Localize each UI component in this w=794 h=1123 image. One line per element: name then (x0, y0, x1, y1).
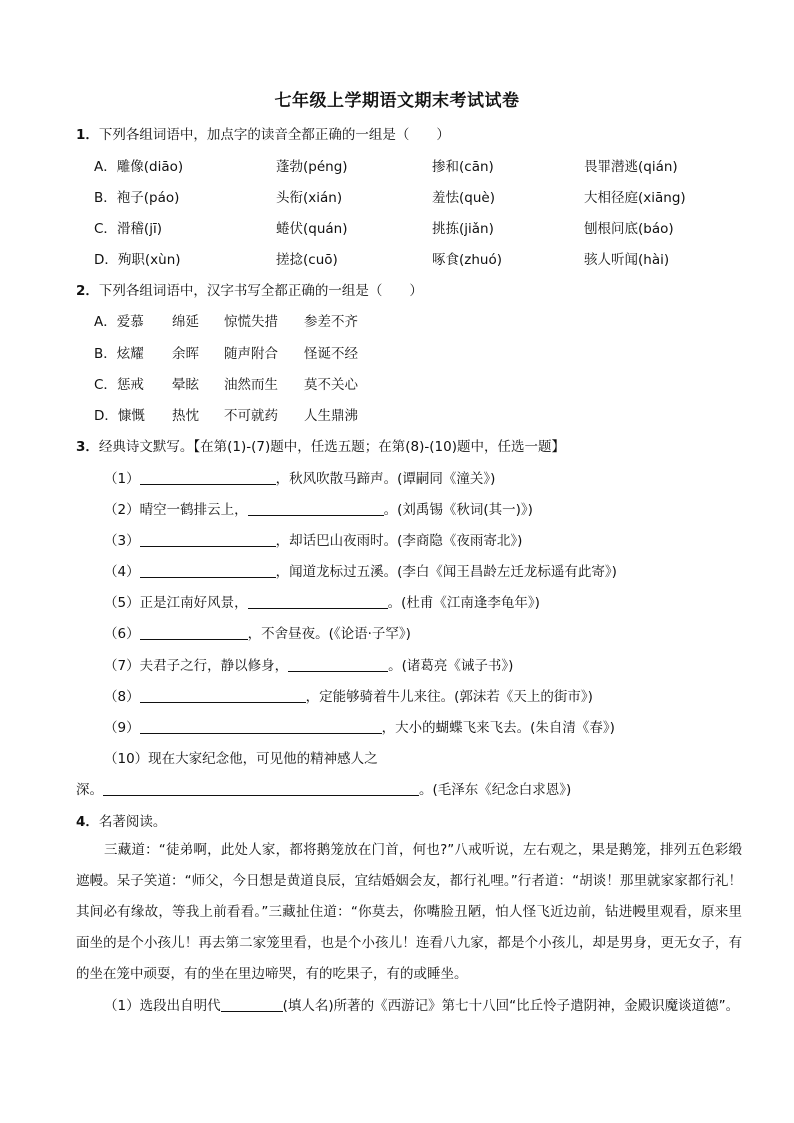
option-word: 爱慕 (116, 314, 144, 330)
option-word: 骇人听闻(hài) (584, 252, 670, 268)
answer-blank[interactable] (140, 562, 276, 578)
poem-item-9: （9） ，大小的蝴蝶飞来飞去。(朱自清《春》) (104, 720, 615, 736)
option-word: 随声附合 (224, 346, 278, 362)
option-word: 蓬勃(péng) (276, 159, 348, 175)
option-word: 参差不齐 (304, 314, 358, 330)
q2-option-c (94, 373, 714, 393)
question-number: 3． (76, 439, 99, 455)
option-word: 大相径庭(xiāng) (584, 190, 686, 206)
passage-text: 三藏道：“徒弟啊，此处人家，都将鹅笼放在门首，何也?”八戒听说，左右观之，果是鹅笼，排列五色彩缎遮幔。呆子笑道：“师父，今日想是黄道良辰，宜结婚姻会友，都行礼哩。”行者道：“胡谈！那里就家家都行礼！其间必有缘故，等我上前看看。”三藏扯住道：“你莫去，你嘴脸丑陋，怕人怪飞近边前，钻进幔里观看，原来里面坐的是个小孩儿！再去第二家笼里看，也是个小孩儿！连看八九家，都是个小孩儿，却是男身，更无女子，有的坐在笼中顽耍，有的坐在里边啼哭，有的吃果子，有的或睡坐。 (76, 842, 742, 982)
exam-title: 七年级上学期语文期末考试试卷 (274, 91, 520, 111)
answer-blank[interactable] (140, 624, 248, 640)
q2-option-d (94, 404, 714, 424)
question-2 (76, 279, 423, 299)
option-word: 热忱 (172, 408, 199, 424)
question-stem: 下列各组词语中，汉字书写全都正确的一组是（ ） (98, 283, 423, 299)
question-4 (76, 810, 166, 830)
option-word: 滑稽(jī) (116, 221, 162, 237)
option-word: 炫耀 (116, 346, 144, 362)
option-word: 惊慌失措 (224, 314, 278, 330)
question-number: 1． (76, 127, 99, 143)
poem-item-10: （10）现在大家纪念他，可见他的精神感人之 (104, 751, 378, 767)
option-word: 羞怯(què) (432, 190, 495, 206)
poem-item-5: （5）正是江南好风景， 。(杜甫《江南逢李龟年》) (104, 595, 540, 611)
q1-option-b (94, 186, 714, 206)
option-word: 雕像(diāo) (116, 159, 184, 175)
poem-item-3: （3） ，却话巴山夜雨时。(李商隐《夜雨寄北》) (104, 533, 523, 549)
poem-item-4: （4） ，闻道龙标过五溪。(李白《闻王昌龄左迁龙标遥有此寄》) (104, 564, 617, 580)
question-1 (76, 123, 450, 143)
option-label: A． (94, 159, 117, 175)
question-number: 4． (76, 814, 99, 830)
question-stem: 下列各组词语中，加点字的读音全都正确的一组是（ ） (98, 127, 450, 143)
answer-blank[interactable] (221, 996, 283, 1012)
option-word: 畏罪潜逃(qián) (584, 159, 678, 175)
option-word: 掺和(cān) (432, 159, 494, 175)
q1-option-a (94, 155, 714, 175)
poem-item-6: （6） ，不舍昼夜。(《论语·子罕》) (104, 626, 411, 642)
option-word: 人生鼎沸 (304, 408, 358, 424)
option-word: 头衔(xián) (276, 190, 343, 206)
option-word: 绵延 (172, 314, 199, 330)
option-word: 怪诞不经 (304, 346, 358, 362)
answer-blank[interactable] (103, 780, 419, 796)
q2-option-a (94, 310, 714, 330)
poem-item-2: （2）晴空一鹤排云上， 。(刘禹锡《秋词(其一)》) (104, 502, 533, 518)
answer-blank[interactable] (248, 593, 388, 609)
option-label: D． (94, 408, 118, 424)
option-label: D． (94, 252, 118, 268)
option-word: 啄食(zhuó) (432, 252, 502, 268)
reading-passage (76, 835, 742, 990)
option-word: 晕眩 (172, 377, 199, 393)
answer-blank[interactable] (248, 500, 384, 516)
option-label: B． (94, 190, 117, 206)
option-word: 蜷伏(quán) (276, 221, 348, 237)
answer-blank[interactable] (140, 718, 382, 734)
poem-item-1: （1） ，秋风吹散马蹄声。(谭嗣同《潼关》) (104, 471, 496, 487)
option-word: 殉职(xùn) (117, 252, 181, 268)
q1-option-c (94, 217, 714, 237)
option-label: B． (94, 346, 117, 362)
q1-option-d (94, 248, 714, 268)
answer-blank[interactable] (140, 531, 276, 547)
option-word: 刨根问底(báo) (584, 221, 674, 237)
answer-blank[interactable] (140, 469, 276, 485)
option-word: 莫不关心 (304, 377, 358, 393)
option-label: C． (94, 377, 117, 393)
question-stem: 名著阅读。 (98, 814, 167, 830)
q2-option-b (94, 342, 714, 362)
option-word: 挑拣(jiǎn) (432, 221, 494, 237)
question-stem: 经典诗文默写。【在第(1)-(7)题中，任选五题；在第(8)-(10)题中，任选一题】 (98, 439, 565, 455)
option-word: 袍子(páo) (116, 190, 180, 206)
option-label: A． (94, 314, 117, 330)
option-word: 惩戒 (116, 377, 144, 393)
question-3 (76, 435, 565, 455)
option-word: 油然而生 (224, 377, 278, 393)
q4-subquestion-1: （1）选段出自明代 (填人名)所著的《西游记》第七十八回“比丘怜子遣阴神，金殿识魔谈道德”。 (104, 998, 740, 1014)
answer-blank[interactable] (288, 656, 388, 672)
option-label: C． (94, 221, 117, 237)
poem-item-8: （8） ，定能够骑着牛儿来往。(郭沫若《天上的街市》) (104, 689, 593, 705)
question-number: 2． (76, 283, 99, 299)
option-word: 余晖 (172, 346, 199, 362)
poem-item-7: （7）夫君子之行，静以修身， 。(诸葛亮《诫子书》) (104, 658, 514, 674)
poem-item-10-continued: 深。 。(毛泽东《纪念白求恩》) (76, 782, 572, 798)
answer-blank[interactable] (140, 687, 306, 703)
option-word: 慷慨 (117, 408, 145, 424)
option-word: 搓捻(cuō) (276, 252, 338, 268)
option-word: 不可就药 (224, 408, 278, 424)
